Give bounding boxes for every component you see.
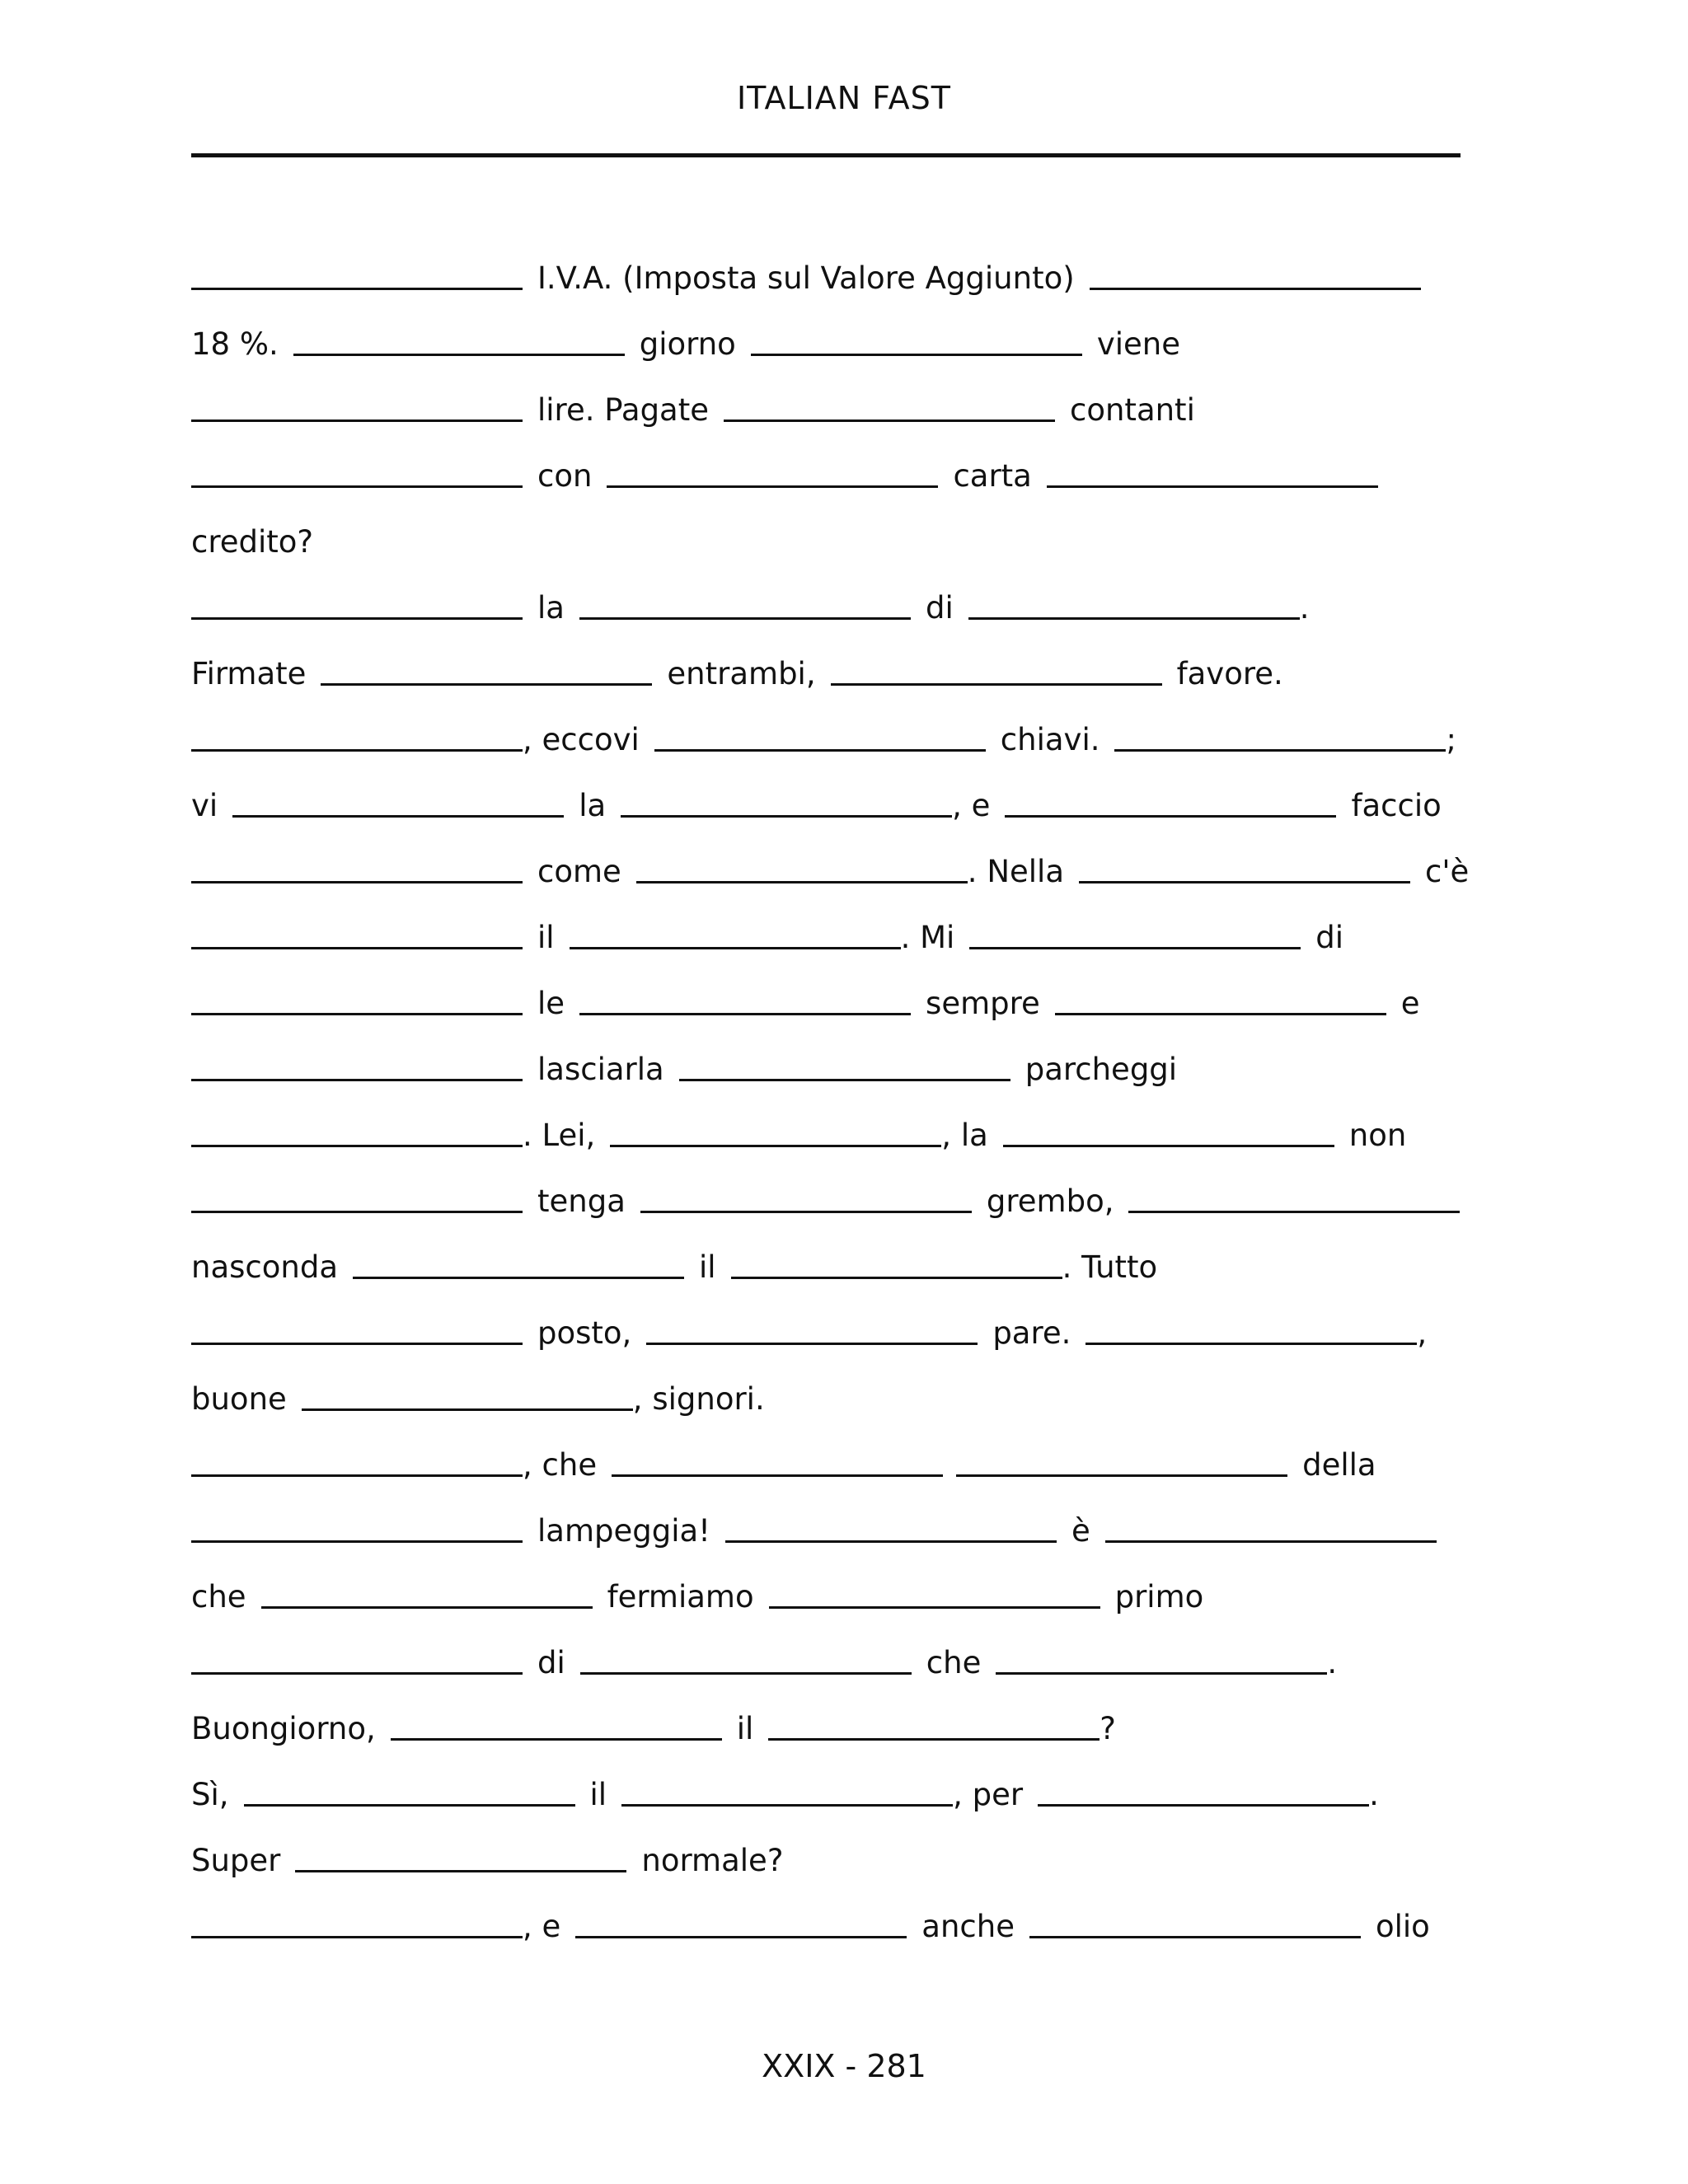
fill-in-blank[interactable] (956, 1474, 1287, 1477)
fill-in-blank[interactable] (1079, 881, 1410, 883)
exercise-line-1 (191, 252, 1421, 296)
exercise-line-2 (191, 318, 1195, 362)
fill-in-blank[interactable] (191, 1013, 523, 1015)
fill-in-blank[interactable] (295, 1870, 626, 1872)
fill-in-blank[interactable] (191, 485, 523, 488)
fill-in-blank[interactable] (679, 1079, 1010, 1081)
header-rule (191, 153, 1461, 157)
exercise-line-8 (191, 714, 1456, 755)
fill-in-blank[interactable] (191, 617, 523, 620)
fill-in-blank[interactable] (1055, 1013, 1386, 1015)
exercise-line-19 (191, 1439, 1391, 1483)
text-segment: anche (921, 1909, 1015, 1944)
text-segment: chiavi. (1000, 722, 1100, 757)
fill-in-blank[interactable] (191, 1211, 523, 1213)
text-segment: , (1417, 1315, 1428, 1351)
exercise-line-15 (191, 1175, 1460, 1219)
exercise-line-21 (191, 1571, 1218, 1615)
fill-in-blank[interactable] (996, 1672, 1327, 1675)
exercise-line-12 (191, 977, 1435, 1019)
fill-in-blank[interactable] (191, 419, 523, 422)
exercise-line-10 (191, 846, 1484, 887)
text-segment: è (1071, 1513, 1090, 1549)
text-segment: favore. (1176, 656, 1283, 691)
text-segment: , signori. (632, 1381, 765, 1417)
fill-in-blank[interactable] (646, 1343, 978, 1345)
fill-in-blank[interactable] (969, 947, 1301, 949)
exercise-line-7 (191, 648, 1298, 689)
text-segment: lasciarla (537, 1052, 664, 1087)
text-segment: posto, (537, 1315, 632, 1351)
exercise-line-6 (191, 582, 1310, 626)
page-number: XXIX - 281 (762, 2048, 926, 2084)
text-segment: olio (1375, 1909, 1430, 1944)
text-segment: c'è (1425, 854, 1470, 889)
fill-in-blank[interactable] (1128, 1211, 1460, 1213)
fill-in-blank[interactable] (191, 288, 523, 290)
text-segment: normale? (641, 1843, 784, 1878)
text-segment: Super (191, 1843, 281, 1878)
exercise-line-13 (191, 1043, 1192, 1085)
fill-in-blank[interactable] (1038, 1804, 1369, 1807)
fill-in-blank[interactable] (579, 617, 911, 620)
exercise-line-26 (191, 1900, 1445, 1942)
fill-in-blank[interactable] (1085, 1343, 1417, 1345)
text-segment: carta (953, 458, 1032, 494)
text-segment: contanti (1070, 392, 1195, 428)
text-segment: fermiamo (607, 1579, 754, 1615)
text-segment: . Lei, (523, 1118, 596, 1153)
text-segment: , per (953, 1777, 1024, 1812)
text-segment: . Nella (967, 854, 1064, 889)
text-segment: credito? (191, 524, 314, 560)
text-segment: la (579, 788, 607, 823)
fill-in-blank[interactable] (191, 1145, 523, 1147)
fill-in-blank[interactable] (261, 1606, 593, 1609)
text-segment: sempre (926, 986, 1040, 1021)
text-segment: viene (1096, 326, 1180, 362)
fill-in-blank[interactable] (191, 1540, 523, 1543)
fill-in-blank[interactable] (831, 683, 1162, 686)
fill-in-blank[interactable] (244, 1804, 575, 1807)
text-segment: . (1327, 1645, 1338, 1680)
fill-in-blank[interactable] (191, 1343, 523, 1345)
fill-in-blank[interactable] (1005, 815, 1336, 818)
fill-in-blank[interactable] (353, 1277, 684, 1279)
text-segment: Sì, (191, 1777, 229, 1812)
fill-in-blank[interactable] (1003, 1145, 1334, 1147)
fill-in-blank[interactable] (191, 1936, 523, 1938)
exercise-line-24 (191, 1769, 1379, 1810)
fill-in-blank[interactable] (968, 617, 1300, 620)
text-segment: le (537, 986, 565, 1021)
fill-in-blank[interactable] (769, 1606, 1100, 1609)
fill-in-blank[interactable] (1029, 1936, 1361, 1938)
fill-in-blank[interactable] (575, 1936, 907, 1938)
fill-in-blank[interactable] (610, 1145, 941, 1147)
fill-in-blank[interactable] (579, 1013, 911, 1015)
fill-in-blank[interactable] (1114, 749, 1446, 752)
fill-in-blank[interactable] (1047, 485, 1378, 488)
text-segment: lire. Pagate (537, 392, 709, 428)
text-segment: lampeggia! (537, 1513, 711, 1549)
exercise-line-20 (191, 1505, 1437, 1549)
text-segment: non (1348, 1118, 1407, 1153)
text-segment: giorno (639, 326, 736, 362)
fill-in-blank[interactable] (731, 1277, 1062, 1279)
fill-in-blank[interactable] (636, 881, 968, 883)
exercise-line-11 (191, 912, 1358, 953)
fill-in-blank[interactable] (621, 815, 952, 818)
text-segment: di (1315, 920, 1344, 955)
text-segment: Firmate (191, 656, 307, 691)
text-segment: con (537, 458, 593, 494)
fill-in-blank[interactable] (191, 1672, 523, 1675)
fill-in-blank[interactable] (1090, 288, 1421, 290)
fill-in-blank[interactable] (191, 1474, 523, 1477)
text-segment: il (736, 1711, 754, 1746)
text-segment: grembo, (986, 1183, 1114, 1219)
text-segment: che (926, 1645, 982, 1680)
fill-in-blank[interactable] (654, 749, 986, 752)
text-segment: Buongiorno, (191, 1711, 376, 1746)
exercise-line-16 (191, 1241, 1158, 1285)
fill-in-blank[interactable] (580, 1672, 912, 1675)
text-segment: il (699, 1249, 716, 1285)
text-segment: ? (1100, 1711, 1116, 1746)
fill-in-blank[interactable] (232, 815, 564, 818)
text-segment: buone (191, 1381, 287, 1417)
fill-in-blank[interactable] (1105, 1540, 1437, 1543)
text-segment: di (537, 1645, 565, 1680)
fill-in-blank[interactable] (640, 1211, 972, 1213)
text-segment: , la (941, 1118, 988, 1153)
exercise-line-25 (191, 1835, 798, 1876)
text-segment: il (537, 920, 555, 955)
fill-in-blank[interactable] (191, 881, 523, 883)
text-segment: vi (191, 788, 218, 823)
text-segment: entrambi, (667, 656, 816, 691)
text-segment: , e (523, 1909, 561, 1944)
fill-in-blank[interactable] (725, 1540, 1057, 1543)
text-segment: 18 %. (191, 326, 279, 362)
text-segment: e (1400, 986, 1420, 1021)
fill-in-blank[interactable] (621, 1804, 953, 1807)
exercise-line-4 (191, 450, 1378, 494)
exercise-line-22 (191, 1637, 1337, 1678)
text-segment: pare. (992, 1315, 1071, 1351)
fill-in-blank[interactable] (293, 354, 625, 356)
text-segment: che (191, 1579, 246, 1615)
text-segment: . (1299, 590, 1310, 626)
exercise-line-18 (191, 1373, 765, 1417)
fill-in-blank[interactable] (607, 485, 938, 488)
text-segment: tenga (537, 1183, 626, 1219)
fill-in-blank[interactable] (191, 749, 523, 752)
text-segment: , e (952, 788, 991, 823)
text-segment: il (589, 1777, 607, 1812)
fill-in-blank[interactable] (612, 1474, 943, 1477)
fill-in-blank[interactable] (724, 419, 1055, 422)
exercise-line-9 (191, 780, 1456, 821)
exercise-line-5 (191, 516, 328, 560)
text-segment: ; (1446, 722, 1456, 757)
fill-in-blank[interactable] (751, 354, 1082, 356)
exercise-line-17 (191, 1307, 1428, 1351)
text-segment: . Mi (900, 920, 955, 955)
fill-in-blank[interactable] (391, 1738, 722, 1741)
text-segment: . (1369, 1777, 1379, 1812)
fill-in-blank[interactable] (321, 683, 652, 686)
text-segment: la (537, 590, 565, 626)
exercise-line-14 (191, 1109, 1421, 1151)
text-segment: come (537, 854, 621, 889)
text-segment: parcheggi (1025, 1052, 1178, 1087)
text-segment: , eccovi (523, 722, 640, 757)
text-segment: primo (1114, 1579, 1204, 1615)
text-segment: di (925, 590, 954, 626)
fill-in-blank[interactable] (191, 1079, 523, 1081)
page-header-title: ITALIAN FAST (736, 80, 952, 116)
text-segment: I.V.A. (Imposta sul Valore Aggiunto) (537, 260, 1075, 296)
text-segment: nasconda (191, 1249, 338, 1285)
text-segment: , che (523, 1447, 598, 1483)
fill-in-blank[interactable] (302, 1408, 633, 1411)
fill-in-blank[interactable] (191, 947, 523, 949)
exercise-line-3 (191, 384, 1210, 428)
fill-in-blank[interactable] (768, 1738, 1100, 1741)
fill-in-blank[interactable] (570, 947, 901, 949)
exercise-line-23 (191, 1703, 1116, 1744)
text-segment: . Tutto (1062, 1249, 1158, 1285)
text-segment: della (1302, 1447, 1376, 1483)
text-segment: faccio (1351, 788, 1442, 823)
